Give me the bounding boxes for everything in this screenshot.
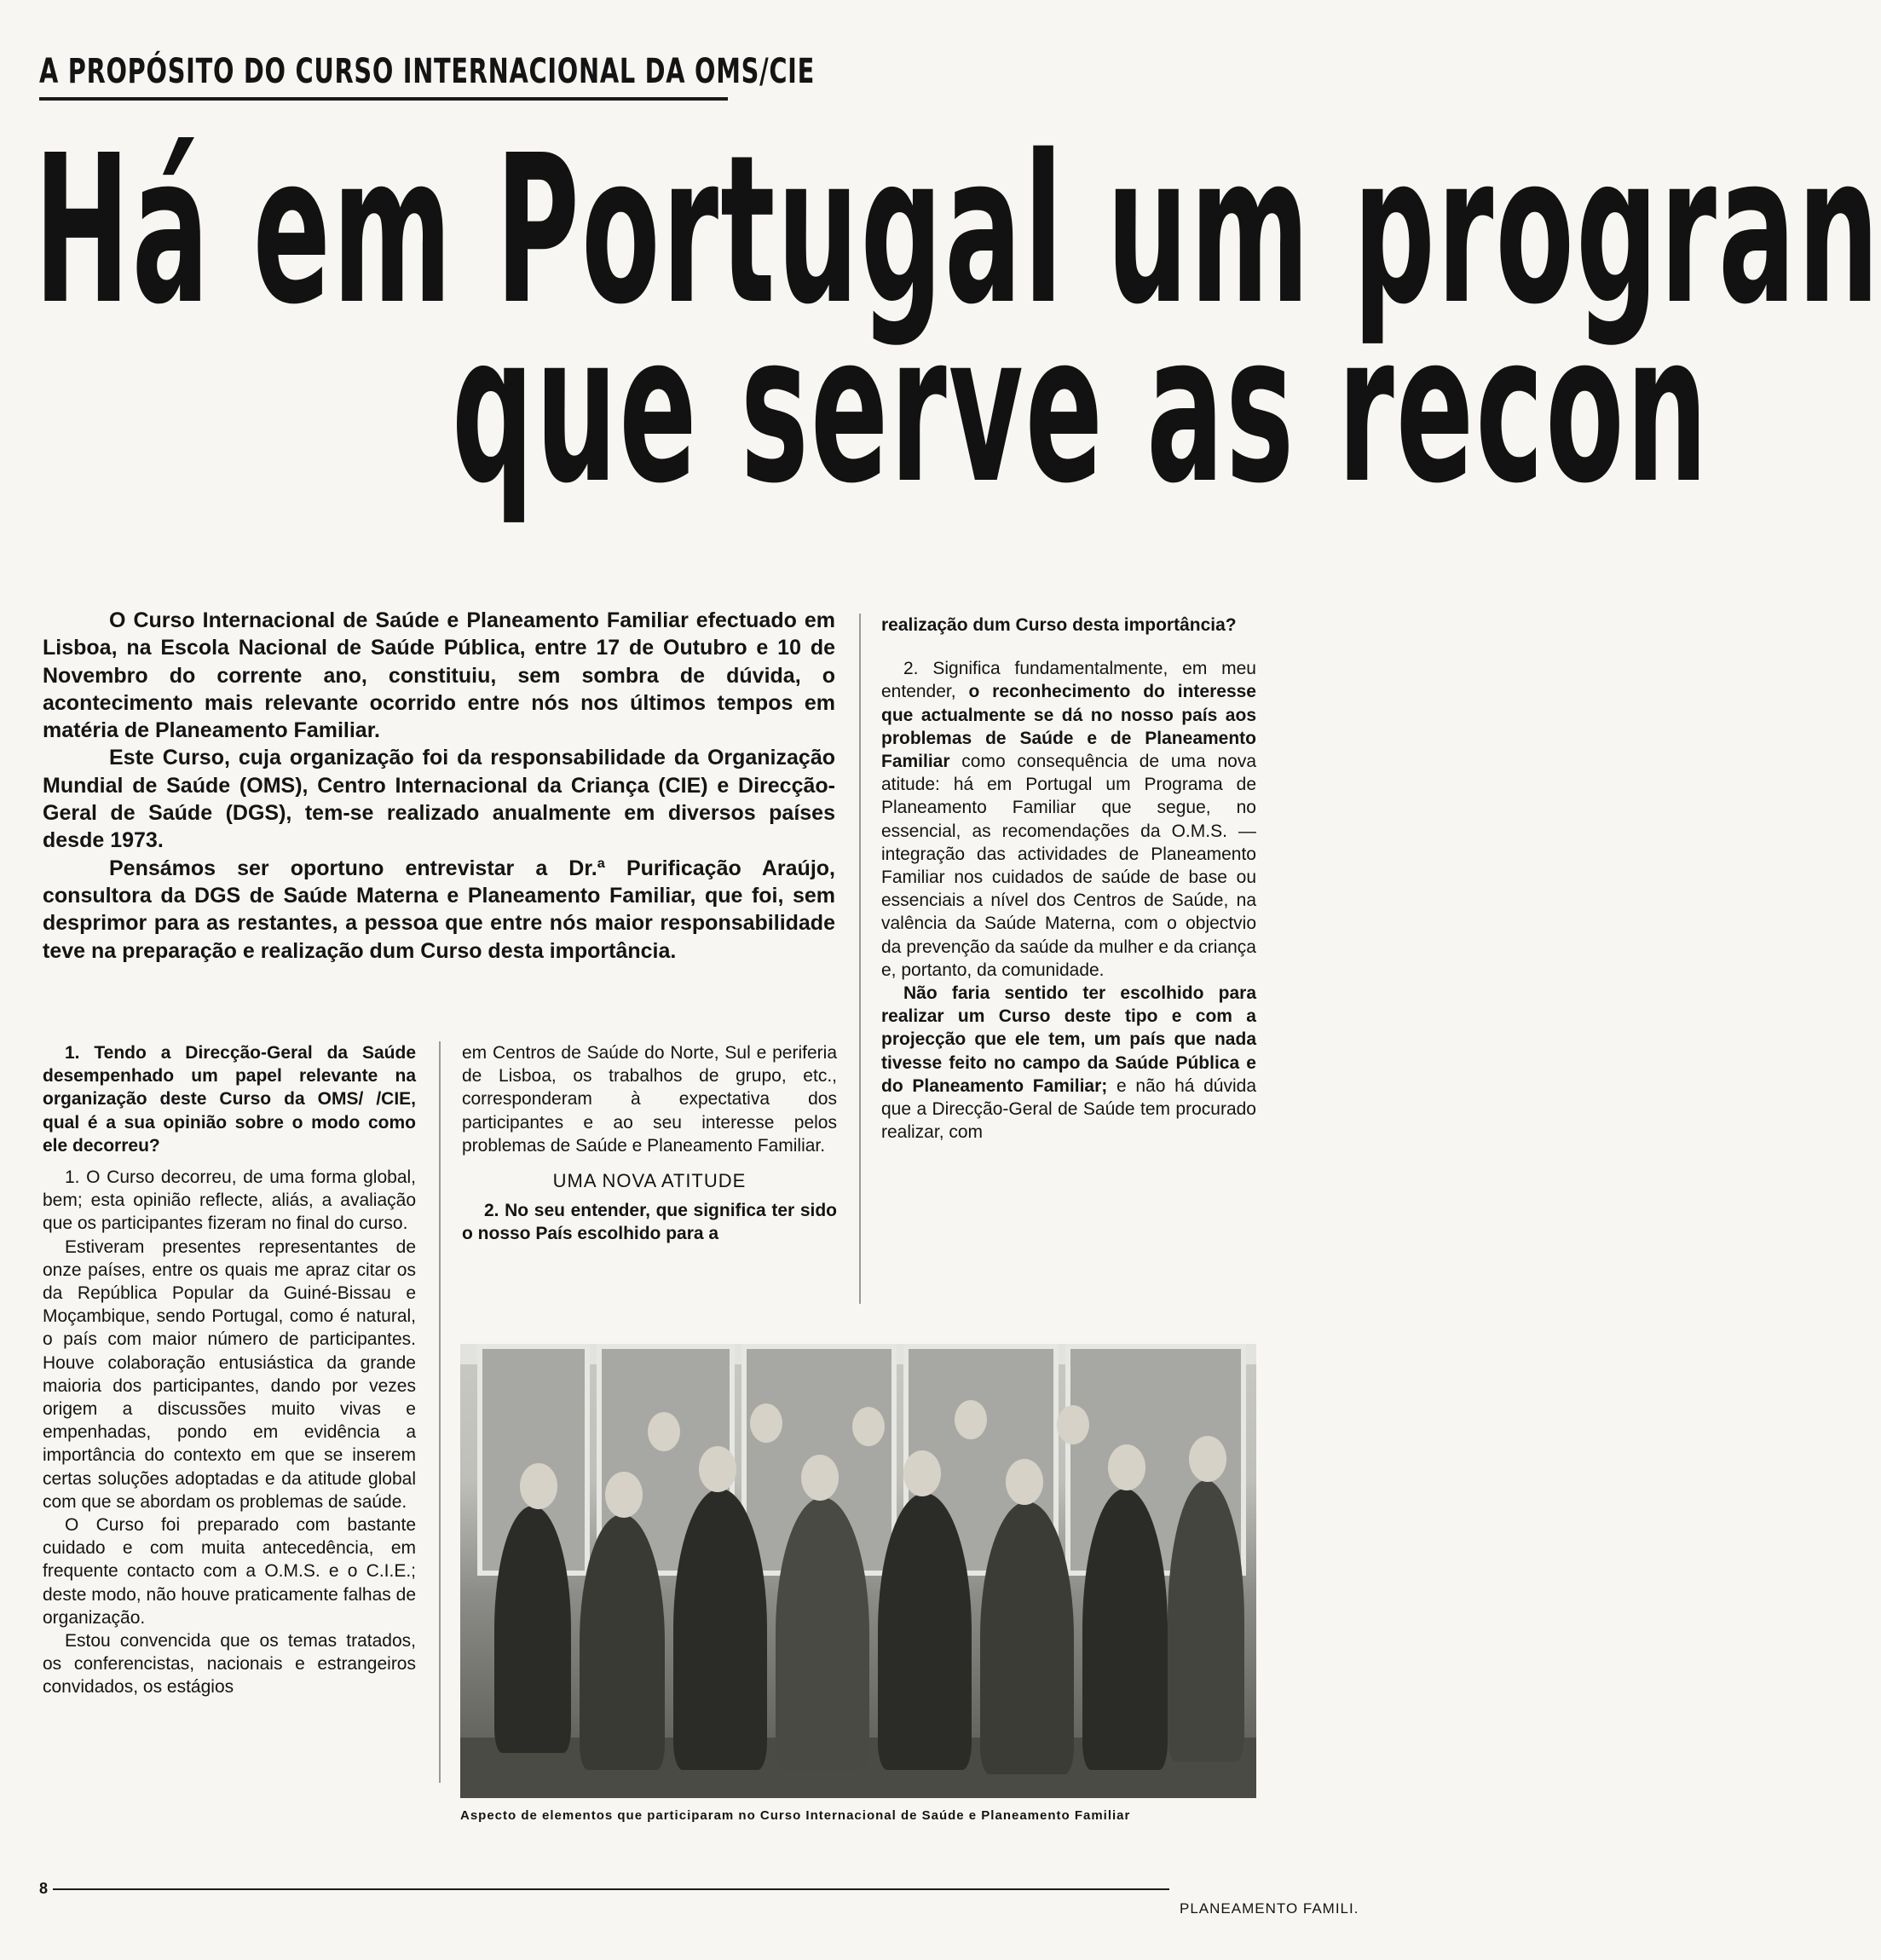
question-2: 2. No seu entender, que significa ter sido o nosso País escolhido para a bbox=[462, 1201, 837, 1244]
photo-person bbox=[776, 1497, 869, 1770]
answer-2-paragraph-1 bbox=[881, 657, 1256, 982]
lead-paragraph-1: O Curso Internacional de Saúde e Planeamento Familiar efectuado em Lisboa, na Escola Nacional de Saúde Pública, entre 17 de Outubro e 10 de Novembro do corrente ano, constituiu, sem sombra de dúvida, o acontecimento mais relevante ocorrido entre nós nos últimos tempos em matéria de Planeamento Familiar. bbox=[43, 608, 835, 743]
photo-face bbox=[699, 1446, 736, 1492]
answer-2-emphasis-2: Não faria sentido ter escolhido para realizar um Curso deste tipo e com a projecção que ele tem, um país que nada tivesse feito no campo da Saúde Pública e do Planeamento Familiar; bbox=[881, 983, 1256, 1096]
interview-column-3 bbox=[881, 614, 1256, 1144]
answer-2-text-c: e não há dúvida que a Direcção-Geral de Saúde tem procurado realizar, com bbox=[881, 1075, 1257, 1143]
footer-rule bbox=[53, 1888, 1169, 1890]
lead-paragraph-2: Este Curso, cuja organização foi da responsabilidade da Organização Mundial de Saúde (OMS), Centro Internacional da Criança (CIE) e Direcção-Geral de Saúde (DGS), tem-se realizado anualmente em diversos países desde 1973. bbox=[43, 746, 835, 853]
interview-column-2 bbox=[462, 1041, 837, 1246]
answer-1-paragraph-1: 1. O Curso decorreu, de uma forma global, bem; esta opinião reflecte, aliás, a avaliação que os participantes fizeram no final do curso. bbox=[43, 1167, 416, 1234]
section-kicker: A PROPÓSITO DO CURSO INTERNACIONAL DA OMS/CIE bbox=[39, 52, 816, 91]
photo-face bbox=[903, 1450, 941, 1496]
photo-face bbox=[1057, 1405, 1089, 1444]
kicker-underline bbox=[39, 97, 728, 101]
photo-person bbox=[878, 1493, 972, 1770]
lead-paragraphs bbox=[43, 607, 835, 965]
headline-line-2: que serve as recon bbox=[452, 290, 1710, 528]
answer-2-paragraph-2 bbox=[881, 982, 1256, 1144]
answer-2-emphasis: o reconhecimento do interesse que actualmente se dá no nosso país aos problemas de Saúde e de Planeamento Familiar bbox=[881, 682, 1256, 772]
photo-person bbox=[494, 1506, 571, 1753]
photo-face bbox=[605, 1472, 643, 1518]
photo-face bbox=[955, 1400, 987, 1439]
answer-1-paragraph-4: Estou convencida que os temas tratados, os conferencistas, nacionais e estrangeiros convidados, os estágios bbox=[43, 1631, 416, 1698]
interview-column-1 bbox=[43, 1041, 416, 1699]
column-divider-2 bbox=[859, 614, 861, 1304]
photo-person bbox=[980, 1502, 1074, 1774]
answer-2-text-b: como consequência de uma nova atitude: há em Portugal um Programa de Planeamento Familiar que segue, no essencial, as recomendações da O.M.S. — integração das actividades de Planeamento Familiar nos cuidados de saúde de base ou essenciais a nível dos Centros de Saúde, na valência da Saúde Materna, com o objectvio da prevenção da saúde da mulher e da criança e, portanto, da comunidade. bbox=[881, 752, 1256, 980]
subheading: UMA NOVA ATITUDE bbox=[552, 1170, 747, 1192]
photo-face bbox=[648, 1412, 680, 1451]
group-photo bbox=[460, 1344, 1256, 1798]
photo-caption: Aspecto de elementos que participaram no Curso Internacional de Saúde e Planeamento Familiar bbox=[460, 1808, 1131, 1823]
headline-line-1: Há em Portugal um progran bbox=[34, 111, 1881, 349]
photo-face bbox=[1006, 1459, 1043, 1505]
question-2-end: realização dum Curso desta importância? bbox=[881, 615, 1237, 635]
headline bbox=[34, 111, 1881, 528]
question-1: 1. Tendo a Direcção-Geral da Saúde desempenhado um papel relevante na organização deste Curso da OMS/ /CIE, qual é a sua opinião sobre o modo como ele decorreu? bbox=[43, 1043, 416, 1156]
lead-paragraph-3: Pensámos ser oportuno entrevistar a Dr.ª Purificação Araújo, consultora da DGS de Saúde Materna e Planeamento Familiar, que foi, sem desprimor para as restantes, a pessoa que entre nós maior responsabilidade teve na preparação e realização dum Curso desta importância. bbox=[43, 856, 835, 963]
column-divider-1 bbox=[439, 1041, 441, 1783]
photo-face bbox=[1189, 1436, 1226, 1482]
photo-face bbox=[852, 1407, 885, 1446]
page-number: 8 bbox=[39, 1880, 49, 1897]
answer-1-paragraph-3: O Curso foi preparado com bastante cuidado e com muita antecedência, em frequente contacto com a O.M.S. e o C.I.E.; deste modo, não houve praticamente falhas de organização. bbox=[43, 1515, 416, 1628]
photo-face bbox=[1108, 1444, 1145, 1490]
photo-person bbox=[1168, 1480, 1244, 1761]
answer-1-continuation: em Centros de Saúde do Norte, Sul e periferia de Lisboa, os trabalhos de grupo, etc., corresponderam à expectativa dos participantes e ao seu interesse pelos problemas de Saúde e Planeamento Familiar. bbox=[462, 1043, 837, 1156]
photo-person bbox=[1082, 1489, 1168, 1770]
answer-1-paragraph-2: Estiveram presentes representantes de onze países, entre os quais me apraz citar os da República Popular da Guiné-Bissau e Moçambique, sendo Portugal, como é natural, o país com maior número de participantes. Houve colaboração entusiástica da grande maioria dos participantes, dando por vezes origem a discussões muito vivas e empenhadas, pondo em evidência a importância do contexto em que se inserem certas soluções adoptadas e da atitude global com que se abordam os problemas de saúde. bbox=[43, 1237, 416, 1512]
photo-person bbox=[580, 1514, 665, 1770]
running-footer-title: PLANEAMENTO FAMILI. bbox=[1180, 1900, 1359, 1917]
photo-person bbox=[673, 1489, 767, 1770]
photo-face bbox=[801, 1455, 839, 1501]
photo-face bbox=[750, 1404, 782, 1443]
photo-face bbox=[520, 1463, 557, 1509]
answer-2-text-a: 2. Significa fundamentalmente, em meu entender, bbox=[881, 659, 1256, 702]
